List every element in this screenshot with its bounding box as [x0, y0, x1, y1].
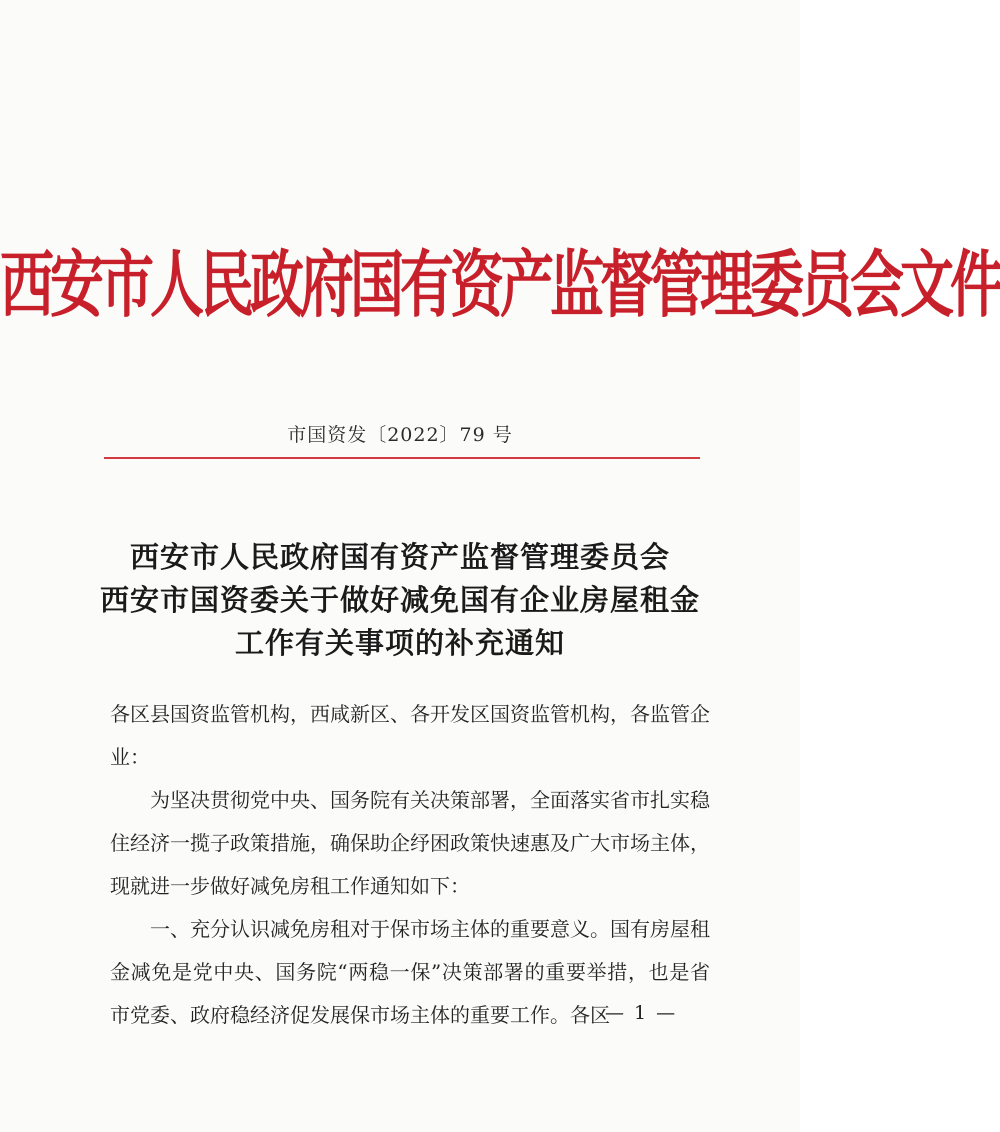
title-line-2: 西安市国资委关于做好减免国有企业房屋租金 [99, 583, 700, 617]
addressee-line: 各区县国资监管机构，西咸新区、各开发区国资监管机构，各监管企业： [110, 702, 710, 769]
title-line-3: 工作有关事项的补充通知 [234, 626, 565, 660]
body-paragraph-2: 一、充分认识减免房租对于保市场主体的重要意义。国有房屋租金减免是党中央、国务院“两稳一保”决策部署的重要举措，也是省市党委、政府稳经济促发展保市场主体的重要工作。各区 [110, 917, 710, 1027]
body-paragraph-1: 为坚决贯彻党中央、国务院有关决策部署，全面落实省市扎实稳住经济一揽子政策措施，确保助企纾困政策快速惠及广大市场主体，现就进一步做好减免房租工作通知如下： [110, 788, 710, 898]
agency-header-title: 西安市人民政府国有资产监督管理委员会文件 [0, 241, 1000, 328]
document-title [0, 536, 800, 665]
document-body [110, 693, 710, 1037]
red-separator-line [104, 457, 700, 459]
page-number: — 1 — [605, 1002, 678, 1024]
title-line-1: 西安市人民政府国有资产监督管理委员会 [129, 540, 670, 574]
document-number: 市国资发〔2022〕79 号 [287, 424, 513, 446]
